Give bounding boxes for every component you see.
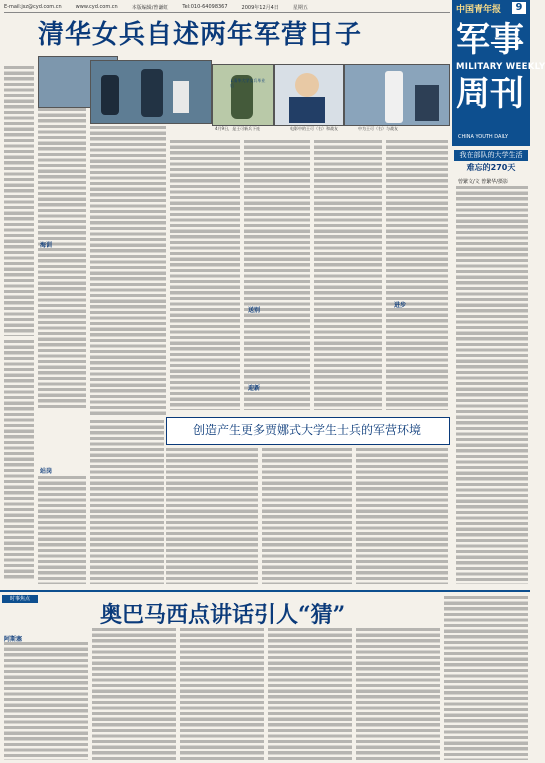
masthead-title-en: MILITARY WEEKLY <box>456 62 545 72</box>
web-text: www.cyd.com.cn <box>75 4 118 10</box>
masthead-title-bottom: 周刊 <box>456 74 524 114</box>
photo-training <box>212 64 274 126</box>
sidebar-subtitle: 难忘的270天 <box>466 163 516 172</box>
photo-ship-deck <box>90 60 212 124</box>
photo-sailors <box>344 64 450 126</box>
bottom-col-5 <box>356 628 440 760</box>
caption-1: 4月9日，是王可新兵下连 <box>215 126 261 131</box>
tel-text: Tel:010-64098367 <box>182 4 228 10</box>
editor-text: 本版编辑/曾谦虹 <box>131 4 169 11</box>
subhead-haixun: 海训 <box>40 242 53 249</box>
masthead-youth: CHINA YOUTH DAILY <box>458 134 509 140</box>
main-headline: 清华女兵自述两年军营日子 <box>38 20 363 50</box>
subhead-zhangang: 站岗 <box>40 468 53 475</box>
sidebar-column-title: 我在部队的大学生活 <box>454 150 528 161</box>
photo-smile <box>274 64 344 126</box>
newspaper-logo: 中国青年报 <box>456 5 502 15</box>
second-col-2 <box>262 448 352 584</box>
bottom-section-rule <box>0 590 530 592</box>
second-headline: 创造产生更多贾娜式大学生士兵的军营环境 <box>192 423 421 437</box>
body-col-0 <box>4 66 34 336</box>
bottom-headline: 奥巴马西点讲话引人“猜” <box>100 602 346 628</box>
date-text: 2009年12月4日 <box>241 4 279 11</box>
body-col-9 <box>90 420 164 584</box>
body-col-6 <box>386 140 448 410</box>
body-col-2 <box>90 126 166 416</box>
masthead-title-top: 军事 <box>456 20 524 60</box>
subhead-jinbu: 进步 <box>394 302 407 309</box>
bottom-intro: 阿斯塞 <box>4 636 23 643</box>
caption-4: 中为王可（右）与战友 <box>358 126 398 131</box>
caption-3: ↓清华大学女兵毕业后 <box>230 78 266 88</box>
body-col-1 <box>38 108 86 408</box>
weekday-text: 星期五 <box>292 4 308 11</box>
page-number: 9 <box>512 2 526 14</box>
sidebar-body <box>456 186 528 584</box>
second-col-3 <box>356 448 448 584</box>
subhead-songbie: 送别 <box>248 307 261 314</box>
body-col-8 <box>38 476 86 584</box>
body-col-5 <box>314 140 382 410</box>
bottom-col-4 <box>268 628 352 760</box>
top-info-bar <box>4 2 450 13</box>
subhead-yingxin: 迎新 <box>248 385 261 392</box>
bottom-col-2 <box>92 628 176 760</box>
body-col-4 <box>244 140 310 410</box>
email-text: E-mail:jsz@cyd.com.cn <box>4 4 62 10</box>
body-col-7 <box>4 340 34 580</box>
bottom-col-6 <box>444 596 528 760</box>
caption-2: 电影中的王可（右）和战友 <box>290 126 338 131</box>
body-col-3 <box>170 140 240 410</box>
sidebar-author: 曾繁文/文 曾繁华/摄影 <box>458 179 508 185</box>
bottom-col-3 <box>180 628 264 760</box>
masthead <box>452 0 545 146</box>
bottom-col-1 <box>4 642 88 760</box>
second-col-1 <box>166 448 258 584</box>
bottom-section-tag: 时事焦点 <box>2 595 38 603</box>
